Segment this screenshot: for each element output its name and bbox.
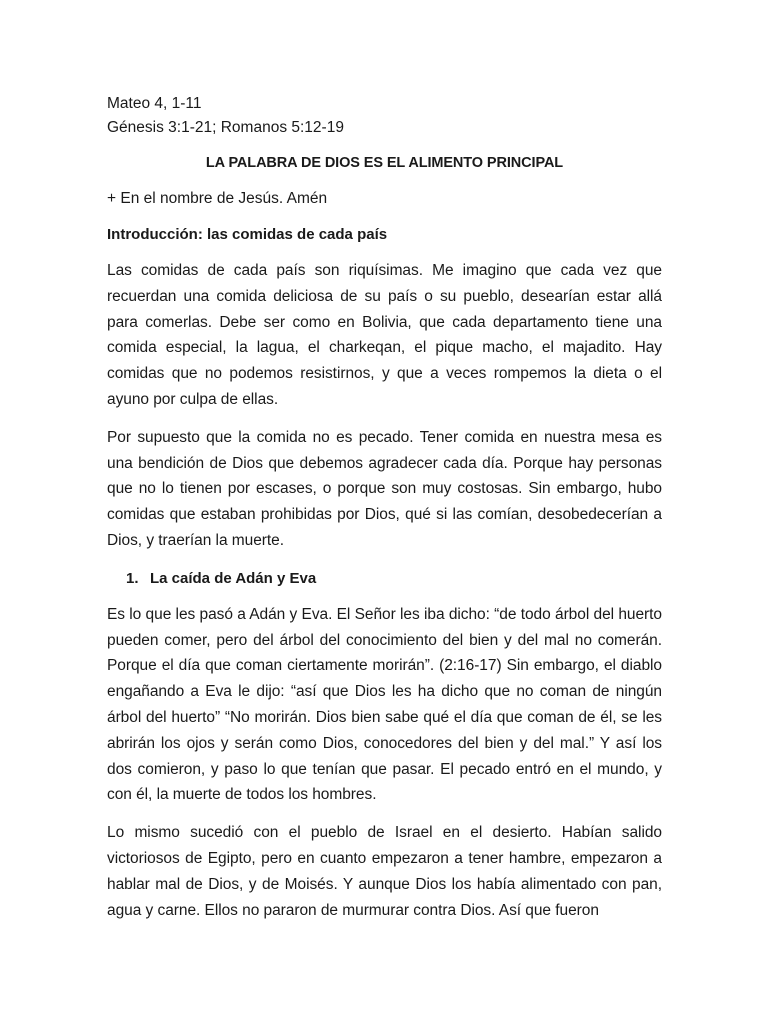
section-1-number: 1. — [126, 569, 139, 587]
intro-paragraph-1: Las comidas de cada país son riquísimas. Me imagino que cada vez que recuerdan una comida deliciosa de su país o su pueblo, desearían estar allá para comerlas. Debe ser como en Bolivia, que cada departamento tiene una comida especial, la lagua, el charkeqan, el pique macho, el majadito. Hay comidas que no podemos resistirnos, y que a veces rompemos la dieta o el ayuno por culpa de ellas. — [107, 262, 662, 408]
section-1-heading — [107, 568, 662, 590]
intro-paragraph-2: Por supuesto que la comida no es pecado. Tener comida en nuestra mesa es una bendición de Dios que debemos agradecer cada día. Porque hay personas que no lo tienen por escases, o porque son muy costosas. Sin embargo, hubo comidas que estaban prohibidas por Dios, qué si las comían, desobedecerían a Dios, y traerían la muerte. — [107, 428, 662, 549]
document-page — [107, 92, 662, 923]
section-1-title: La caída de Adán y Eva — [150, 569, 317, 587]
gospel-reference: Mateo 4, 1-11 — [107, 95, 202, 112]
scripture-references — [107, 92, 662, 140]
other-references: Génesis 3:1-21; Romanos 5:12-19 — [107, 119, 344, 136]
section-1-paragraph-1: Es lo que les pasó a Adán y Eva. El Señor les iba dicho: “de todo árbol del huerto pueden comer, pero del árbol del conocimiento del bien y del mal no comerán. Porque el día que coman ciertamente morirán”. (2:16-17) Sin embargo, el diablo engañando a Eva le dijo: “así que Dios les ha dicho que no coman de ningún árbol del huerto” “No morirán. Dios bien sabe qué el día que coman de él, se les abrirán los ojos y serán como Dios, conocedores del bien y del mal.” Y así los dos comieron, y paso lo que tenían que pasar. El pecado entró en el mundo, y con él, la muerte de todos los hombres. — [107, 605, 662, 804]
opening-invocation: + En el nombre de Jesús. Amén — [107, 190, 328, 207]
section-1-paragraph-2: Lo mismo sucedió con el pueblo de Israel en el desierto. Habían salido victoriosos de Egipto, pero en cuanto empezaron a tener hambre, empezaron a hablar mal de Dios, y de Moisés. Y aunque Dios los había alimentado con pan, agua y carne. Ellos no pararon de murmurar contra Dios. Así que fueron — [107, 824, 662, 919]
intro-heading: Introducción: las comidas de cada país — [107, 226, 388, 243]
sermon-title: LA PALABRA DE DIOS ES EL ALIMENTO PRINCIPAL — [205, 155, 564, 171]
